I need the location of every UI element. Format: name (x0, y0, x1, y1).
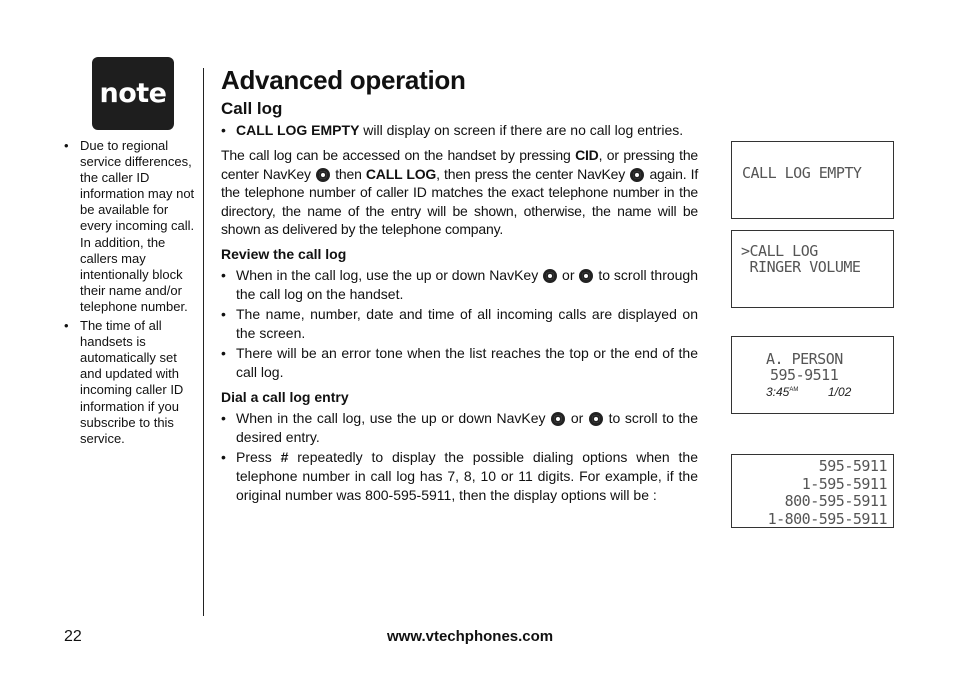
text-run: repeatedly to display the possible dialing options when the telephone number in call log has 7, 8, 10 or 11 digits. For example, if the original number was 800-595-5911, then the display options will be : (236, 448, 698, 503)
lcd-call-log-menu (731, 230, 894, 308)
lcd-number-list (768, 458, 887, 528)
list-item-text: will display on screen if there are no call log entries. (359, 122, 684, 138)
dial-list (221, 409, 698, 505)
text-run: When in the call log, use the up or down NavKey (236, 409, 551, 426)
lcd-call-log-empty (731, 141, 894, 219)
lcd-time-value: 3:45 (766, 385, 790, 399)
lcd-line: 595-5911 (818, 457, 887, 475)
down-navkey-icon (589, 412, 603, 426)
center-navkey-icon (316, 168, 330, 182)
up-navkey-icon (551, 412, 565, 426)
note-badge (92, 57, 174, 130)
lcd-line: >CALL LOG (741, 242, 818, 260)
text-run: or (558, 266, 579, 283)
lcd-line: 1-595-5911 (801, 474, 887, 493)
lcd-line: RINGER VOLUME (741, 258, 861, 276)
lcd-line: 1-800-595-5911 (767, 509, 887, 528)
call-log-access-paragraph (221, 146, 698, 239)
list-item (221, 448, 698, 505)
side-note-item: • The time of all handsets is automatically set and updated with incoming caller ID information if you subscribe to this service. (64, 318, 199, 447)
lcd-date: 1/02 (828, 385, 852, 399)
list-item: • There will be an error tone when the list reaches the top or the end of the call log. (221, 344, 698, 382)
cid-key-label: CID (575, 147, 599, 163)
list-item (221, 266, 698, 304)
text-run: to scroll through the call log on the handset. (236, 266, 698, 302)
text-run: Press (236, 448, 281, 465)
lcd-dialing-options (731, 454, 894, 528)
call-log-menu-label: CALL LOG (365, 165, 437, 182)
text-run: to scroll to the desired entry. (236, 409, 698, 445)
text-run: or (566, 409, 588, 426)
section-title: Call log (221, 99, 283, 118)
footer-url[interactable]: www.vtechphones.com (387, 628, 554, 645)
main-content (221, 64, 698, 511)
pound-key-label: # (280, 448, 289, 465)
center-navkey-icon (630, 168, 644, 182)
lcd-line: 800-595-5911 (784, 492, 887, 510)
dial-heading: Dial a call log entry (221, 388, 349, 405)
page-title: Advanced operation (221, 65, 466, 95)
text-run: then (330, 165, 366, 182)
text-run: , then press the center NavKey (436, 165, 630, 182)
list-item (221, 409, 698, 447)
lcd-caller-number: 595-9511 (770, 366, 839, 384)
up-navkey-icon (543, 269, 557, 283)
lcd-caller-name: A. PERSON (766, 350, 843, 368)
page-number: 22 (64, 628, 82, 645)
text-run: again. If the telephone number of caller ID matches the exact telephone number in the directory, the name of the entry will be shown, otherwise, the name will be shown as delivered by the telephone company. (221, 165, 699, 237)
call-log-empty-bullets (221, 121, 698, 140)
side-note-item: • Due to regional service differences, the caller ID information may not be available for every incoming call. In addition, the callers may intentionally block their name and/or telephone number. (64, 138, 199, 315)
lcd-time (766, 385, 798, 399)
down-navkey-icon (579, 269, 593, 283)
review-list (221, 266, 698, 382)
text-run: When in the call log, use the up or down NavKey (236, 266, 543, 283)
note-badge-label: note (99, 78, 167, 109)
review-heading: Review the call log (221, 245, 347, 262)
lcd-ampm: AM (789, 387, 799, 393)
column-divider (203, 68, 204, 616)
text-run: The call log can be accessed on the handset by pressing (221, 147, 576, 163)
side-notes (64, 138, 199, 450)
text-run: , or pressing the center NavKey (221, 147, 698, 182)
list-item: • The name, number, date and time of all incoming calls are displayed on the screen. (221, 305, 698, 343)
list-item (221, 121, 698, 140)
lcd-caller-entry (731, 336, 894, 414)
call-log-empty-term: CALL LOG EMPTY (236, 122, 360, 138)
lcd-line: CALL LOG EMPTY (742, 164, 862, 182)
